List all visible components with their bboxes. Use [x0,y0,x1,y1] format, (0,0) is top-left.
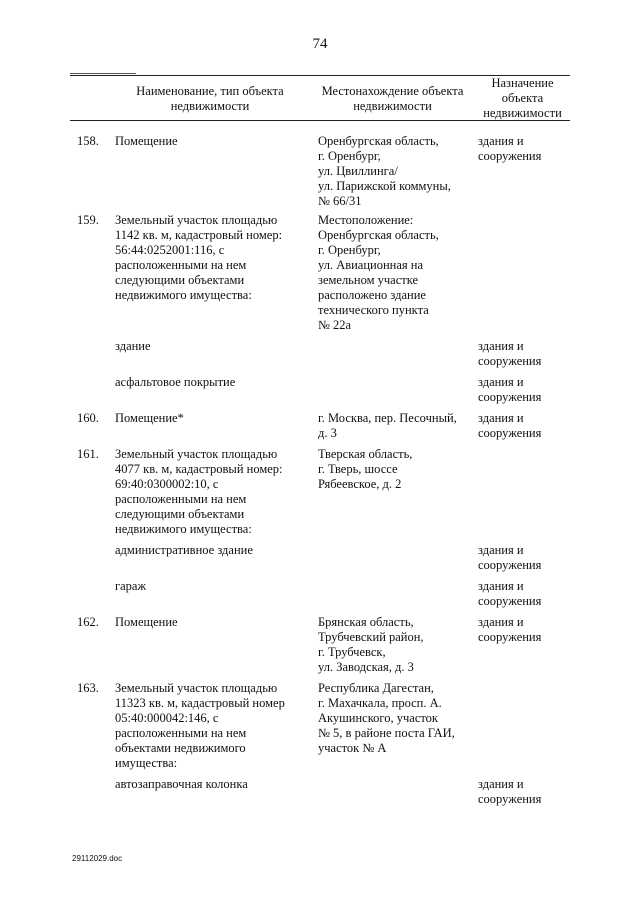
row-name: гараж [115,579,147,593]
row-name: административное здание [115,543,253,557]
row-name: Помещение [115,615,178,629]
row-number: 159. [77,213,99,227]
header-top-rule [70,73,136,74]
row-location: Тверская область, г. Тверь, шоссе Рябеевское, д. 2 [318,447,413,491]
row-location: Местоположение: Оренбургская область, г. Оренбург, ул. Авиационная на земельном участке расположено здание технического пункта № 22а [318,213,439,332]
header-location: Местонахождение объекта недвижимости [321,84,464,113]
row-name: асфальтовое покрытие [115,375,236,389]
header-name: Наименование, тип объекта недвижимости [136,84,284,113]
row-purpose: здания и сооружения [478,339,542,368]
row-name: автозаправочная колонка [115,777,248,791]
row-purpose: здания и сооружения [478,579,542,608]
row-number: 162. [77,615,99,629]
row-purpose: здания и сооружения [478,615,542,644]
row-purpose: здания и сооружения [478,375,542,404]
table-row [70,339,570,369]
row-purpose: здания и сооружения [478,134,542,163]
table-row [70,579,570,609]
row-number: 163. [77,681,99,695]
row-number: 160. [77,411,99,425]
file-name: 29112029.doc [72,854,123,863]
row-location: Республика Дагестан, г. Махачкала, просп. А. Акушинского, участок № 5, в районе поста ГАИ, участок № А [318,681,455,755]
table-row [70,543,570,573]
row-name: Помещение [115,134,178,148]
table-row [70,411,570,441]
table-row [70,375,570,405]
table-row [70,681,570,771]
table-row [70,615,570,675]
row-location: Оренбургская область, г. Оренбург, ул. Цвиллинга/ ул. Парижской коммуны, № 66/31 [318,134,451,208]
row-number: 158. [77,134,99,148]
page-number: 74 [312,36,328,52]
row-name: Земельный участок площадью 11323 кв. м, кадастровый номер 05:40:000042:146, с расположенными на нем объектами недвижимого имущества: [115,681,285,770]
table-header [70,75,570,121]
row-name: Земельный участок площадью 4077 кв. м, кадастровый номер: 69:40:0300002:10, с расположенными на нем следующими объектами недвижимого имущества: [115,447,283,536]
row-name: Земельный участок площадью 1142 кв. м, кадастровый номер: 56:44:0252001:116, с расположенными на нем следующими объектами недвижимого имущества: [115,213,283,302]
row-location: г. Москва, пер. Песочный, д. 3 [318,411,457,440]
row-purpose: здания и сооружения [478,777,542,806]
row-number: 161. [77,447,99,461]
row-location: Брянская область, Трубчевский район, г. Трубчевск, ул. Заводская, д. 3 [318,615,424,674]
table-body [70,134,570,813]
table-row [70,134,570,209]
table-row [70,213,570,333]
table-row [70,777,570,807]
row-name: здание [115,339,151,353]
header-purpose: Назначение объекта недвижимости [483,76,562,120]
row-purpose: здания и сооружения [478,411,542,440]
row-purpose: здания и сооружения [478,543,542,572]
row-name: Помещение* [115,411,184,425]
table-row [70,447,570,537]
